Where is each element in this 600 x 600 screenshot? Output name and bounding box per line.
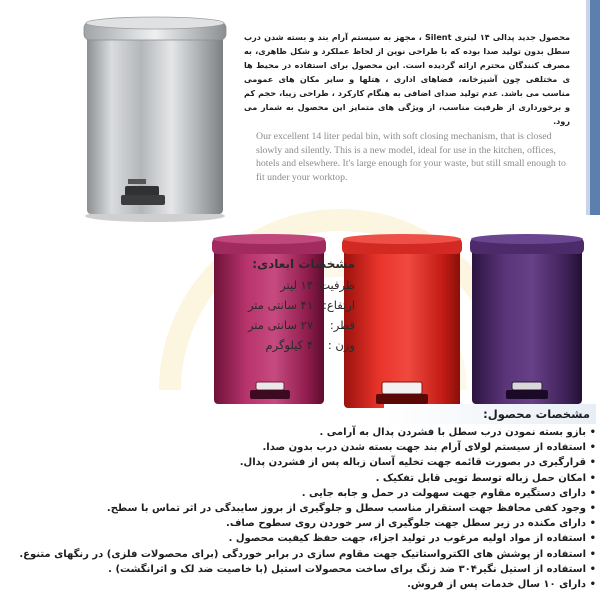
dimension-value: ۲۷ سانتی متر xyxy=(247,318,313,332)
red-pedal-bin-image xyxy=(340,232,464,414)
dimension-label: ارتفاع: xyxy=(322,298,355,312)
spec-list-item: • استفاده از سیستم لولای آرام بند جهت بسته شدن درب بدون صدا. xyxy=(78,440,596,455)
spec-list-item: • وجود کفی محافظ جهت استقرار مناسب سطل و جلوگیری از بروز سایبدگی در اثر تماس با سطح. xyxy=(78,501,596,516)
dimension-value: ۴۱ سانتی متر xyxy=(247,298,313,312)
spec-list-item: • امکان حمل زباله توسط تویی قابل تفکیک . xyxy=(78,471,596,486)
dimensions-block xyxy=(150,257,355,355)
spec-list-item: • دارای ۱۰ سال خدمات پس از فروش. xyxy=(78,577,596,592)
spec-list-item: • استفاده از مواد اولیه مرغوب در تولید اجزاء، جهت حفظ کیفیت محصول . xyxy=(78,531,596,546)
intro-english-paragraph: Our excellent 14 liter pedal bin, with soft closing mechanism, that is closed slowly and silently. This is a new model, ideal for use in the kitchen, offices, hotels and elsewhere. It's large enough for your waste, but still small enough to fit under your worktop. xyxy=(256,131,566,183)
product-specs-block xyxy=(19,404,596,592)
specs-list xyxy=(19,425,596,592)
spec-list-item: • استفاده از استیل نگیر۳۰۴ ضد زنگ برای ساخت محصولات استیل (با خاصیت ضد لک و اثرانگشت) . xyxy=(78,562,596,577)
dimension-value: ۱۴ لیتر xyxy=(280,278,313,292)
spec-list-item: • دارای دستگیره مقاوم جهت سهولت در حمل و جابه جایی . xyxy=(78,486,596,501)
dimension-label: ظرفیت: xyxy=(315,278,355,292)
spec-list-item: • قرارگیری در بصورت قائمه جهت تخلیه آسان زباله پس از فشردن پدال. xyxy=(78,455,596,470)
dimension-row-capacity xyxy=(150,275,355,295)
dimension-value: ۴ کیلوگرم xyxy=(265,338,313,352)
spec-list-item: • دارای مکنده در زیر سطل جهت جلوگیری از سر خوردن روی سطوح صاف. xyxy=(78,516,596,531)
spec-list-item: • بازو بسته نمودن درب سطل با فشردن پدال به آرامی . xyxy=(78,425,596,440)
dimension-label: وزن : xyxy=(327,338,355,352)
dimension-row-height xyxy=(150,295,355,315)
intro-persian-paragraph: محصول جدید پدالی ۱۴ لیتری Silent ، مجهز به سیستم آرام بند و بسته شدن درب سطل بدون تولید صدا بوده که با طراحی نوین از لحاظ عملکرد و شکل ظاهری، به مصرف کنندگان محترم ارائه گردیده است. این محصول برای استفاده در محیط ها ی مختلفی چون آشپزخانه، فضاهای اداری ، هتلها و سایر مکان های عمومی مناسب می باشد. عدم تولید صدای اضافی به هنگام کارکرد ، طراحی زیبا، حجم کم و برخورداری از ظرفیت مناسب، از ویژگی های متمایز این محصول به شمار می رود. xyxy=(244,32,570,126)
side-stripe xyxy=(590,0,600,215)
purple-pedal-bin-image xyxy=(468,232,586,410)
specs-title: مشخصات محصول: xyxy=(384,404,596,424)
steel-pedal-bin-image xyxy=(80,12,230,222)
dimension-label: قطر: xyxy=(329,318,355,332)
dimensions-title: مشخصات ابعادی: xyxy=(252,257,355,271)
spec-list-item: • استفاده از پوشش های الکترواستاتیک جهت مقاوم سازی در برابر خوردگی (برای محصولات فلزی) در رنگهای متنوع. xyxy=(78,547,596,562)
dimension-row-weight xyxy=(150,335,355,355)
dimension-row-diameter xyxy=(150,315,355,335)
